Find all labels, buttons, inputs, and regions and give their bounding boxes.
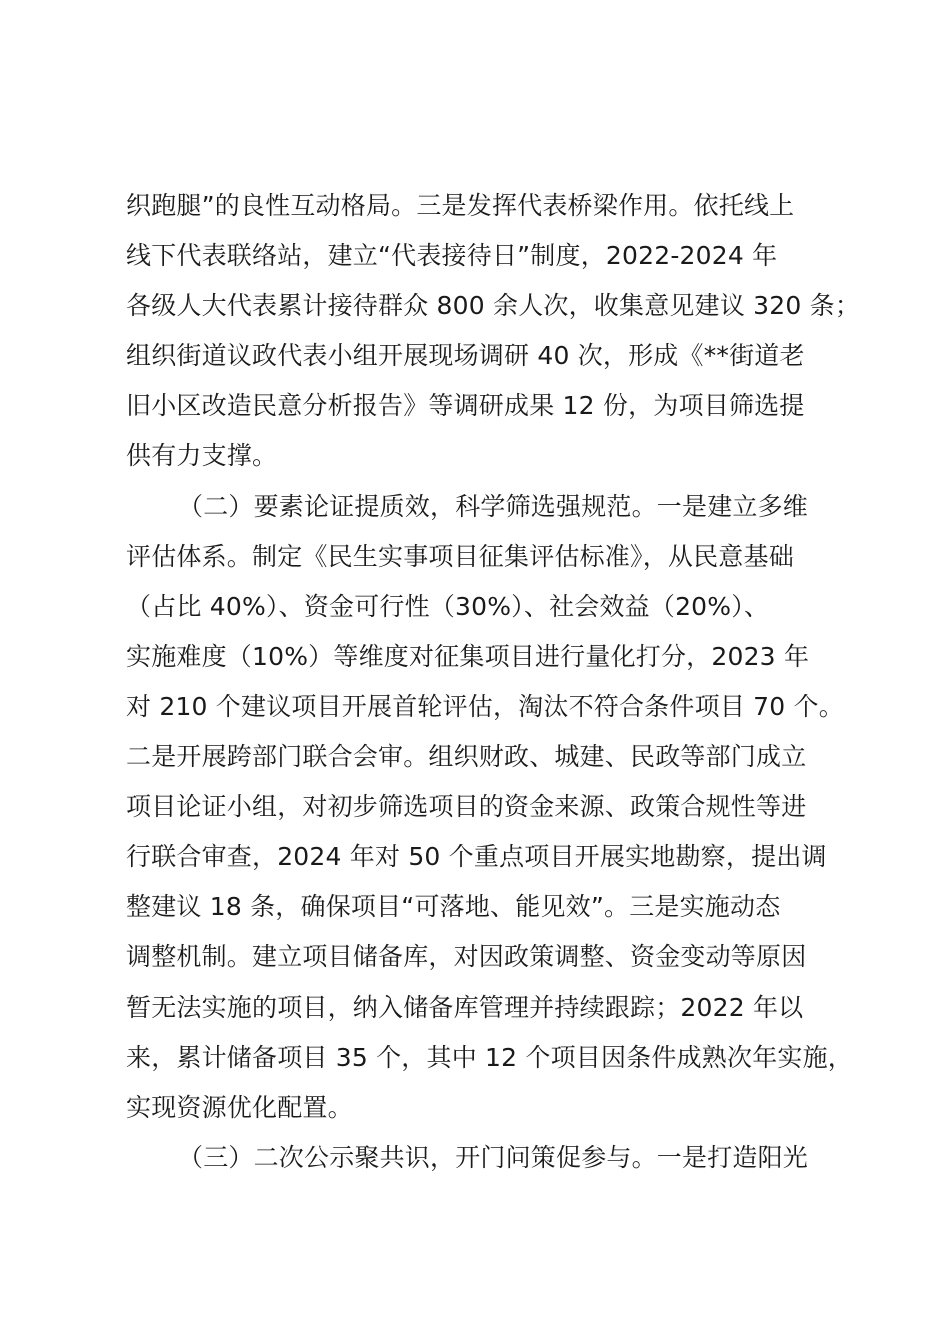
text-line: 对 210 个建议项目开展首轮评估，淘汰不符合条件项目 70 个。	[126, 691, 844, 721]
text-line: 织跑腿”的良性互动格局。三是发挥代表桥梁作用。依托线上	[126, 191, 795, 220]
text-line: 整建议 18 条，确保项目“可落地、能见效”。三是实施动态	[126, 892, 781, 922]
text-line: 供有力支撑。	[126, 441, 278, 471]
text-line: 调整机制。建立项目储备库，对因政策调整、资金变动等原因	[126, 942, 807, 972]
text-line: 行联合审查，2024 年对 50 个重点项目开展实地勘察，提出调	[126, 842, 827, 872]
text-line: 实施难度（10%）等维度对征集项目进行量化打分，2023 年	[126, 641, 810, 671]
paragraph-heading-2: （二）要素论证提质效，科学筛选强规范。一是建立多维	[178, 491, 809, 521]
body-text	[126, 181, 866, 1183]
text-line: 实现资源优化配置。	[126, 1092, 353, 1122]
text-line: 旧小区改造民意分析报告》等调研成果 12 份，为项目筛选提	[126, 391, 805, 421]
text-line: 二是开展跨部门联合会审。组织财政、城建、民政等部门成立	[126, 742, 807, 772]
text-line: 各级人大代表累计接待群众 800 余人次，收集意见建议 320 条；	[126, 291, 861, 321]
text-line: 来，累计储备项目 35 个，其中 12 个项目因条件成熟次年实施，	[126, 1042, 854, 1072]
text-line: 评估体系。制定《民生实事项目征集评估标准》，从民意基础	[126, 541, 794, 571]
text-line: 暂无法实施的项目，纳入储备库管理并持续跟踪；2022 年以	[126, 992, 804, 1022]
text-line: （占比 40%）、资金可行性（30%）、社会效益（20%）、	[126, 591, 770, 621]
text-line: 线下代表联络站，建立“代表接待日”制度，2022-2024 年	[126, 241, 778, 271]
text-line: 项目论证小组，对初步筛选项目的资金来源、政策合规性等进	[126, 792, 807, 822]
paragraph-heading-3: （三）二次公示聚共识，开门问策促参与。一是打造阳光	[178, 1142, 809, 1172]
text-line: 组织街道议政代表小组开展现场调研 40 次，形成《**街道老	[126, 341, 805, 371]
